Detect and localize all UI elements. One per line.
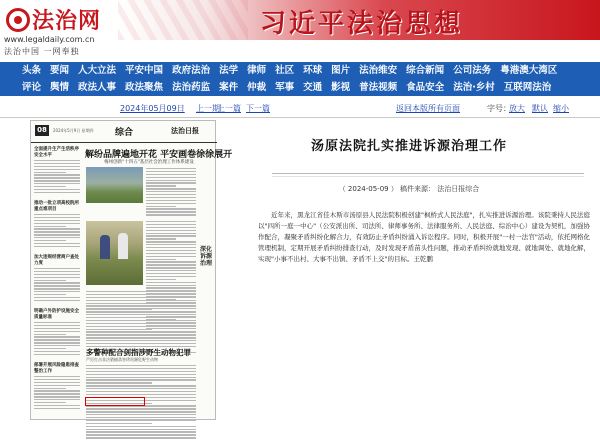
nav-item[interactable]: 环球 [303, 65, 323, 76]
nav-item[interactable]: 粤港澳大湾区 [500, 65, 558, 76]
next-article-link[interactable]: 下一篇 [246, 104, 270, 113]
font-enlarge-link[interactable]: 放大 [509, 104, 525, 113]
back-to-page-link[interactable]: 返回本版所有页面 [396, 104, 460, 113]
paper-brief-title: 推动一批立项高校院所重点难项目 [34, 201, 79, 212]
banner-pattern [118, 0, 248, 40]
nav-item[interactable]: 政法人事 [78, 82, 117, 93]
main-nav [0, 62, 600, 96]
font-default-link[interactable]: 默认 [532, 104, 548, 113]
nav-item[interactable]: 政府法治 [172, 65, 211, 76]
nav-row-1 [0, 62, 600, 79]
paper-photo-top [86, 167, 143, 203]
nav-item[interactable]: 舆情 [50, 82, 70, 93]
nav-item[interactable]: 法治药监 [172, 82, 211, 93]
logo-text: 法治网 [32, 8, 102, 34]
nav-item[interactable]: 政法聚焦 [125, 82, 164, 93]
edition-date-link[interactable]: 2024年05月09日 [120, 104, 185, 113]
edition-toolbar [0, 100, 600, 116]
nav-item[interactable]: 律师 [247, 65, 267, 76]
paper-article-subtitle: 严厉打击非法猎捕杀害珍贵濒危野生动物 [86, 357, 158, 362]
nav-item[interactable]: 人大立法 [78, 65, 117, 76]
paper-brief[interactable] [34, 309, 80, 357]
nav-item[interactable]: 法治维安 [359, 65, 398, 76]
paper-brief[interactable] [34, 255, 80, 303]
nav-item[interactable]: 平安中国 [125, 65, 164, 76]
nav-item[interactable]: 公司法务 [453, 65, 492, 76]
paper-vertical-title: 深化诉源治理 [199, 246, 212, 267]
paper-masthead: 法治日报 [171, 126, 199, 135]
paper-page-number: 08 [35, 125, 49, 136]
paper-photo-field [86, 221, 143, 285]
article-meta: （ 2024-05-09 ） 稿件来源： 法治日报综合 [338, 185, 480, 193]
article-author: 王乾鹏 [413, 255, 433, 263]
paper-brief[interactable] [34, 363, 80, 411]
site-url: www.legaldaily.com.cn [4, 35, 95, 44]
paper-page-header [31, 121, 217, 143]
nav-item[interactable]: 食品安全 [406, 82, 445, 93]
nav-item[interactable]: 影视 [331, 82, 351, 93]
paper-subheadline: 梅州创新"十四五"基层社会治理工作体系建设 [104, 160, 194, 165]
title-divider [272, 173, 584, 174]
site-header [0, 0, 600, 58]
site-logo[interactable] [6, 4, 102, 34]
nav-item[interactable]: 评论 [22, 82, 42, 93]
topic-banner[interactable] [118, 0, 600, 40]
nav-item[interactable]: 互联网法治 [503, 82, 552, 93]
nav-item[interactable]: 社区 [275, 65, 295, 76]
nav-item[interactable]: 要闻 [50, 65, 70, 76]
paper-brief[interactable] [34, 147, 80, 195]
paper-brief-title: 部署开展风险隐患排查整治工作 [34, 363, 79, 374]
paper-brief-title: 加大违规经营商户查处力度 [34, 255, 79, 266]
article-body-text: 近年来，黑龙江省佳木斯市汤原县人民法院积极创建"枫桥式人民法庭"，扎实推进诉源治理。该院秉持人民法庭以"四所一庭一中心"（公安派出所、司法所、律师事务所、法律服务所、人民法庭、综治中心）建设为契机，加强协作配合，凝聚矛盾纠纷化解合力，有效防止矛盾纠纷涌入诉讼程序。同时，积极开展"一村一法官"活动，依托网格化管理机制，定期开展矛盾纠纷排查行动，及时发现矛盾苗头性问题，推动矛盾纠纷就地发现、就地调处、就地化解，实现"小事不出村、大事不出镇、矛盾不上交"的目标。 [258, 211, 590, 263]
article-title: 汤原法院扎实推进诉源治理工作 [310, 139, 507, 154]
paper-brief[interactable] [34, 201, 80, 249]
paper-headline[interactable]: 解纷品牌遍地开花 平安画卷徐徐展开 [85, 150, 233, 160]
paper-text-column [146, 168, 196, 217]
paper-section-name: 综合 [115, 128, 134, 138]
nav-item[interactable]: 法治·乡村 [453, 82, 495, 93]
nav-item[interactable]: 图片 [331, 65, 351, 76]
title-divider [272, 176, 584, 177]
paper-brief-title: 明确户外防护设施安全质量标准 [34, 309, 79, 320]
paper-text-column [86, 291, 196, 355]
nav-item[interactable]: 交通 [303, 82, 323, 93]
nav-item[interactable]: 案件 [219, 82, 239, 93]
logo-emblem-icon [6, 8, 30, 32]
newspaper-page-image[interactable] [30, 120, 233, 420]
prev-article-link[interactable]: 上一篇 [217, 104, 241, 113]
site-slogan: 法治中国 一网奉独 [4, 47, 80, 56]
article-panel [228, 120, 598, 420]
nav-item[interactable]: 仲裁 [247, 82, 267, 93]
prev-issue-link[interactable]: 上一期 [196, 104, 220, 113]
current-article-highlight[interactable] [85, 397, 145, 406]
font-size-label: 字号： [487, 104, 511, 113]
banner-title: 习近平法治思想 [260, 9, 464, 39]
nav-item[interactable]: 普法视频 [359, 82, 398, 93]
paper-briefs-column [34, 147, 80, 417]
article-body [258, 210, 590, 265]
nav-row-2 [0, 79, 600, 96]
nav-item[interactable]: 军事 [275, 82, 295, 93]
nav-item[interactable]: 头条 [22, 65, 42, 76]
paper-article-title[interactable]: 多警种配合剑指涉野生动物犯罪 [86, 348, 191, 357]
font-shrink-link[interactable]: 缩小 [553, 104, 569, 113]
nav-item[interactable]: 综合新闻 [406, 65, 445, 76]
paper-date-line: 2024年5月9日 星期四 [53, 128, 94, 133]
toolbar-divider [0, 117, 600, 118]
paper-brief-title: 全面提升生产生活秩序安全水平 [34, 147, 79, 158]
nav-item[interactable]: 法学 [219, 65, 239, 76]
